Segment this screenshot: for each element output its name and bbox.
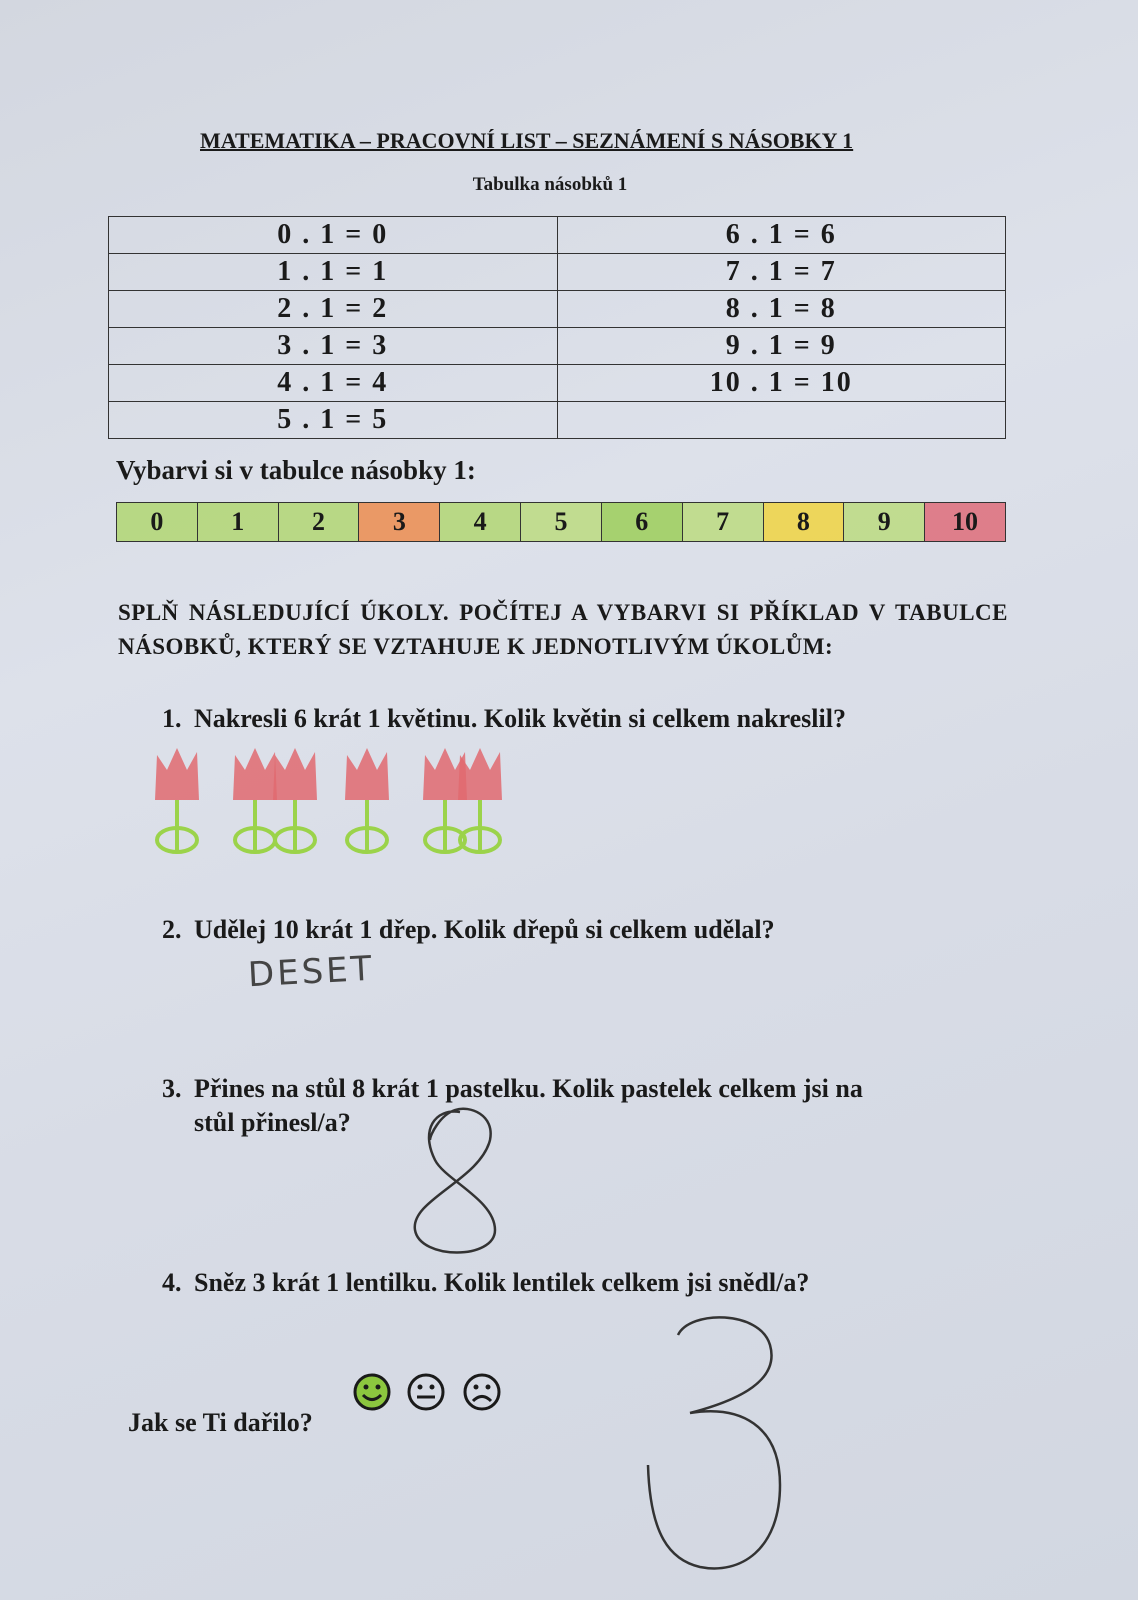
strip-cell[interactable]: 8 [764, 503, 845, 541]
task-4 [162, 1266, 809, 1300]
strip-cell[interactable]: 6 [602, 503, 683, 541]
color-instruction-label: Vybarvi si v tabulce násobky 1: [116, 455, 476, 485]
strip-cell[interactable]: 5 [521, 503, 602, 541]
table-row [109, 328, 1006, 365]
table-row [109, 365, 1006, 402]
strip-cell[interactable]: 2 [279, 503, 360, 541]
table-cell: 10 . 1 = 10 [557, 365, 1006, 402]
table-subtitle: Tabulka násobků 1 [472, 174, 628, 195]
strip-cell[interactable]: 10 [925, 503, 1005, 541]
task-1 [162, 702, 846, 736]
task-number: 3. [162, 1074, 182, 1103]
table-cell: 0 . 1 = 0 [109, 217, 558, 254]
handwritten-answer-4 [630, 1305, 800, 1575]
strip-cell[interactable]: 7 [683, 503, 764, 541]
strip-cell[interactable]: 0 [117, 503, 198, 541]
table-row [109, 402, 1006, 439]
handwritten-answer-2: DESET [247, 948, 376, 996]
task-2 [162, 913, 775, 947]
table-cell: 2 . 1 = 2 [109, 291, 558, 328]
task-number: 2. [162, 915, 182, 944]
multiplication-table [108, 216, 1006, 439]
self-assessment-label: Jak se Ti dařilo? [128, 1408, 313, 1437]
table-cell: 7 . 1 = 7 [557, 254, 1006, 291]
table-row [109, 291, 1006, 328]
table-cell: 8 . 1 = 8 [557, 291, 1006, 328]
happy-face-icon[interactable] [352, 1372, 392, 1412]
task-text: Sněz 3 krát 1 lentilku. Kolik lentilek celkem jsi snědl/a? [194, 1268, 810, 1297]
task-text: Nakresli 6 krát 1 květinu. Kolik květin si celkem nakreslil? [194, 704, 846, 733]
table-cell: 4 . 1 = 4 [109, 365, 558, 402]
task-text: Udělej 10 krát 1 dřep. Kolik dřepů si celkem udělal? [194, 915, 775, 944]
task-number: 1. [162, 704, 182, 733]
table-cell: 6 . 1 = 6 [557, 217, 1006, 254]
neutral-face-icon[interactable] [406, 1372, 446, 1412]
table-cell: 3 . 1 = 3 [109, 328, 558, 365]
task-instructions: SPLŇ NÁSLEDUJÍCÍ ÚKOLY. POČÍTEJ A VYBARVI SI PŘÍKLAD V TABULCE NÁSOBKŮ, KTERÝ SE VZTAHUJE K JEDNOTLIVÝM ÚKOLŮM: [118, 600, 1008, 659]
number-strip [116, 502, 1006, 542]
table-row [109, 217, 1006, 254]
task-text-continued: stůl přinesl/a? [194, 1108, 351, 1137]
table-cell: 5 . 1 = 5 [109, 402, 558, 439]
task-text: Přines na stůl 8 krát 1 pastelku. Kolik pastelek celkem jsi na [194, 1074, 863, 1103]
handwritten-answer-3 [400, 1100, 520, 1260]
strip-cell[interactable]: 1 [198, 503, 279, 541]
strip-cell[interactable]: 4 [440, 503, 521, 541]
strip-cell[interactable]: 9 [844, 503, 925, 541]
flower-drawing [145, 740, 515, 860]
table-cell: 1 . 1 = 1 [109, 254, 558, 291]
worksheet-title: MATEMATIKA – PRACOVNÍ LIST – SEZNÁMENÍ S NÁSOBKY 1 [200, 128, 854, 153]
table-cell: 9 . 1 = 9 [557, 328, 1006, 365]
task-number: 4. [162, 1268, 182, 1297]
table-cell [557, 402, 1006, 439]
sad-face-icon[interactable] [462, 1372, 502, 1412]
table-row [109, 254, 1006, 291]
strip-cell[interactable]: 3 [359, 503, 440, 541]
